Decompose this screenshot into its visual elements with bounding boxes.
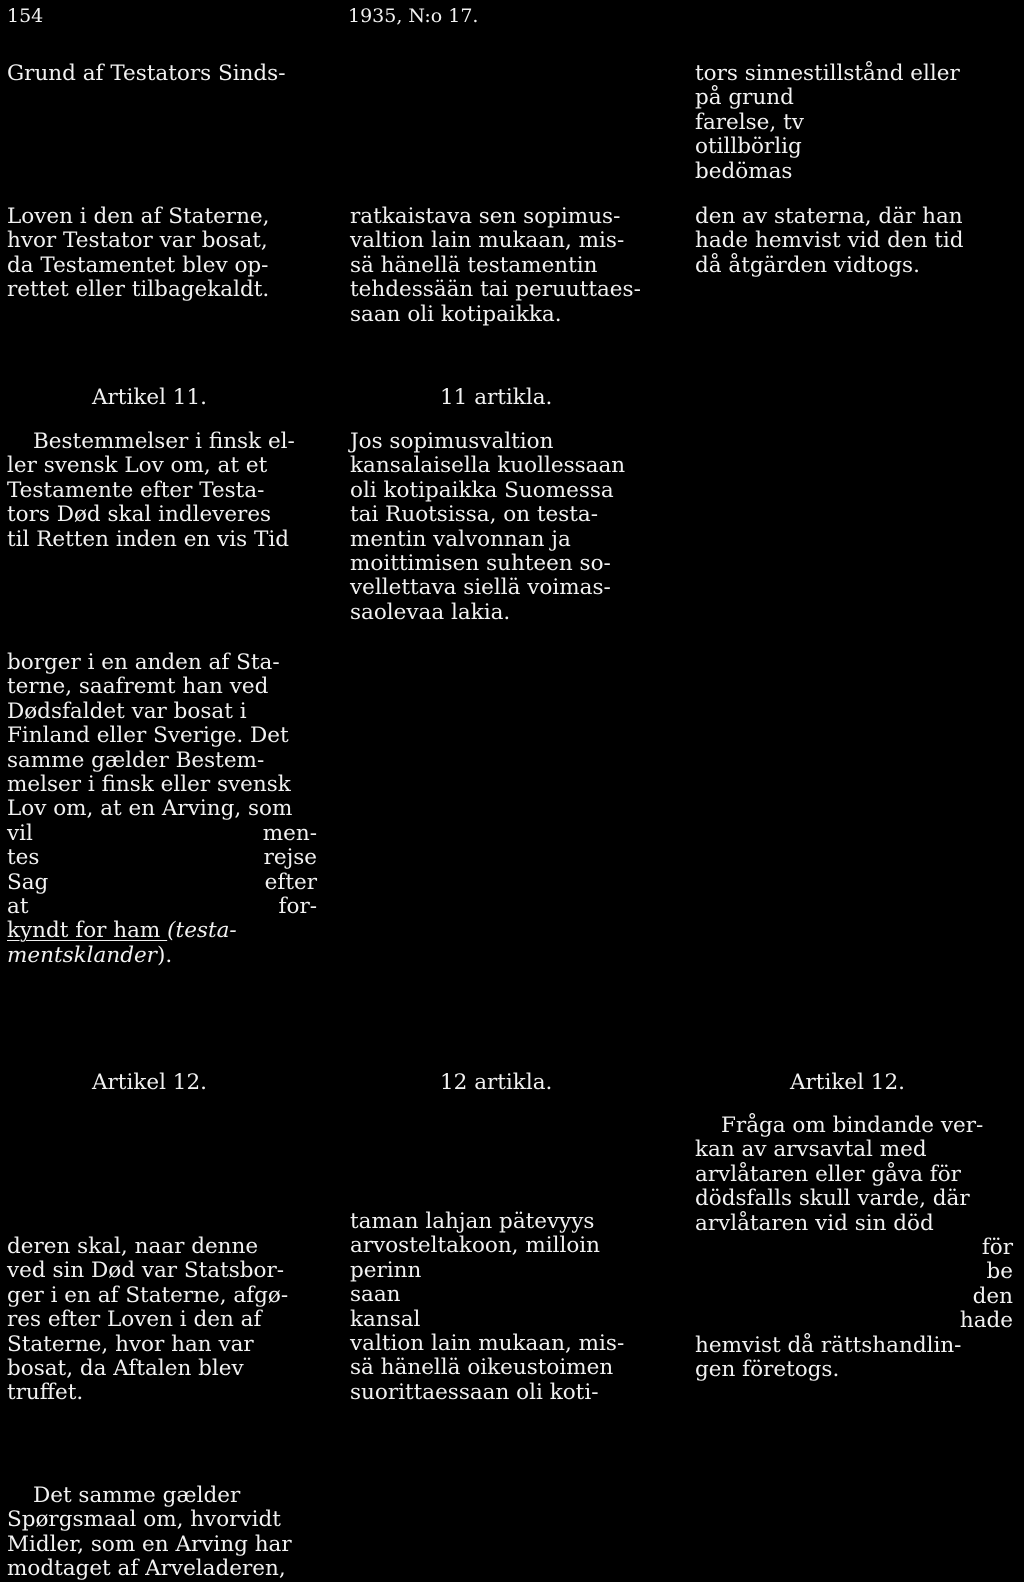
text-line: samme gælder Bestem- [7, 747, 265, 773]
text-line: Fråga om bindande ver- [721, 1113, 984, 1138]
text-line: hvor Testator var bosat, [7, 228, 268, 254]
text-line: saan oli kotipaikka. [350, 301, 562, 327]
text-line: truffet. [7, 1380, 84, 1406]
text-line: ratkaistava sen sopimus- [350, 204, 621, 229]
text-line: saan [350, 1282, 401, 1308]
text-line: melser i finsk eller svensk [7, 771, 291, 797]
text-line: modtaget af Arveladeren, [7, 1556, 286, 1582]
text-line: saolevaa lakia. [350, 599, 511, 625]
text-line: arvlåtaren eller gåva för [695, 1161, 961, 1187]
danish-paragraph-3 [7, 651, 317, 968]
text-line: hade hemvist vid den tid [695, 228, 964, 254]
word: ). [156, 942, 173, 968]
text-line: kansalaisella kuollessaan [350, 453, 626, 479]
finnish-article-11-text [350, 430, 668, 625]
text-line: til Retten inden en vis Tid [7, 526, 289, 552]
word: rejse [263, 845, 317, 871]
text-line: deren skal, naar denne [7, 1234, 259, 1259]
text-line: perinn [350, 1257, 422, 1283]
text-line: Jos sopimusvaltion [350, 429, 554, 454]
danish-paragraph-2 [7, 205, 317, 303]
text-line: bosat, da Aftalen blev [7, 1355, 244, 1381]
danish-paragraph-4 [7, 1235, 317, 1406]
text-line: da Testamentet blev op- [7, 252, 269, 278]
text-line: bedömas [695, 158, 793, 184]
text-line: valtion lain mukaan, mis- [350, 1330, 625, 1356]
word: Sag [7, 869, 49, 895]
danish-article-11-heading: Artikel 11. [92, 385, 207, 410]
text-line: Det samme gælder [33, 1483, 241, 1508]
text-line: Staterne, hvor han var [7, 1331, 254, 1357]
text-line: tors sinnestillstånd eller [695, 61, 960, 86]
text-line: gen företogs. [695, 1356, 840, 1382]
text-line: farelse, tv [695, 109, 804, 135]
text-line: arvlåtaren vid sin död [695, 1210, 934, 1236]
text-line: res efter Loven i den af [7, 1307, 262, 1333]
danish-article-11-text [7, 430, 317, 552]
danish-article-12-heading: Artikel 12. [92, 1070, 207, 1095]
text-line: Grund af Testators Sinds- [7, 61, 286, 86]
text-line: moittimisen suhteen so- [350, 550, 611, 576]
text-line: sä hänellä oikeustoimen [350, 1355, 614, 1381]
text-line [7, 846, 317, 870]
text-line: ved sin Død var Statsbor- [7, 1258, 285, 1284]
page-number: 154 [7, 5, 44, 27]
word: for- [278, 893, 317, 919]
text-line: ler svensk Lov om, at et [7, 453, 268, 479]
text-line: vellettava siellä voimas- [350, 575, 611, 601]
text-line: på grund [695, 85, 794, 111]
text-line: Midler, som en Arving har [7, 1531, 292, 1557]
text-line [7, 895, 317, 919]
text-line: otillbörlig [695, 134, 802, 160]
finnish-article-12-heading: 12 artikla. [440, 1070, 553, 1095]
text-line: tors Død skal indleveres [7, 502, 272, 528]
text-line: Dødsfaldet var bosat i [7, 698, 247, 724]
finnish-article-11-heading: 11 artikla. [440, 385, 553, 410]
text-line: mentin valvonnan ja [350, 526, 571, 552]
italic-text: mentsklander [7, 942, 157, 968]
text-line: sä hänellä testamentin [350, 252, 598, 278]
issue-number: 1935, N:o 17. [348, 5, 479, 27]
text-line: den av staterna, där han [695, 204, 963, 229]
text-line: Bestemmelser i finsk el- [33, 429, 295, 454]
swedish-article-12-heading: Artikel 12. [790, 1070, 905, 1095]
text-line: hemvist då rättshandlin- [695, 1332, 962, 1358]
text-line: tai Ruotsissa, on testa- [350, 502, 598, 528]
text-line: rettet eller tilbagekaldt. [7, 277, 270, 303]
underlined-text: kyndt for ham [7, 918, 168, 944]
word: tes [7, 845, 40, 871]
text-line [7, 871, 317, 895]
text-line: oli kotipaikka Suomessa [350, 477, 614, 503]
danish-paragraph-5 [7, 1484, 317, 1582]
text-line: då åtgärden vidtogs. [695, 252, 920, 278]
text-line: kansal [350, 1306, 421, 1332]
text-line: ger i en af Staterne, afgø- [7, 1282, 289, 1308]
text-line: för [981, 1234, 1013, 1260]
text-line: be [986, 1259, 1013, 1285]
finnish-paragraph-1 [350, 205, 668, 327]
text-line: Loven i den af Staterne, [7, 204, 270, 229]
word: efter [264, 869, 317, 895]
word: at [7, 893, 29, 919]
text-line: suorittaessaan oli koti- [350, 1379, 599, 1405]
text-line: den [972, 1283, 1013, 1309]
finnish-paragraph-2 [350, 1210, 668, 1405]
text-line: dödsfalls skull varde, där [695, 1186, 970, 1212]
text-line: terne, saafremt han ved [7, 674, 269, 700]
text-line: Lov om, at en Arving, som [7, 796, 293, 822]
text-line: Spørgsmaal om, hvorvidt [7, 1507, 281, 1533]
text-line: borger i en anden af Sta- [7, 650, 280, 675]
word: men- [262, 820, 317, 846]
word: vil [7, 820, 33, 846]
text-line: tehdessään tai peruuttaes- [350, 277, 641, 303]
swedish-paragraph-1 [695, 62, 1013, 184]
text-line: kan av arvsavtal med [695, 1137, 927, 1163]
text-line: Finland eller Sverige. Det [7, 723, 289, 749]
text-line: taman lahjan pätevyys [350, 1209, 595, 1234]
text-line [7, 822, 317, 846]
text-line [7, 919, 317, 943]
text-line: hade [959, 1308, 1013, 1334]
text-line: Testamente efter Testa- [7, 477, 265, 503]
swedish-paragraph-2 [695, 205, 1013, 278]
text-line: valtion lain mukaan, mis- [350, 228, 625, 254]
danish-paragraph-1 [7, 62, 317, 86]
text-line [7, 944, 317, 968]
swedish-article-12-text [695, 1114, 1013, 1382]
text-line: arvosteltakoon, milloin [350, 1233, 601, 1259]
italic-text: (testa- [167, 918, 237, 944]
